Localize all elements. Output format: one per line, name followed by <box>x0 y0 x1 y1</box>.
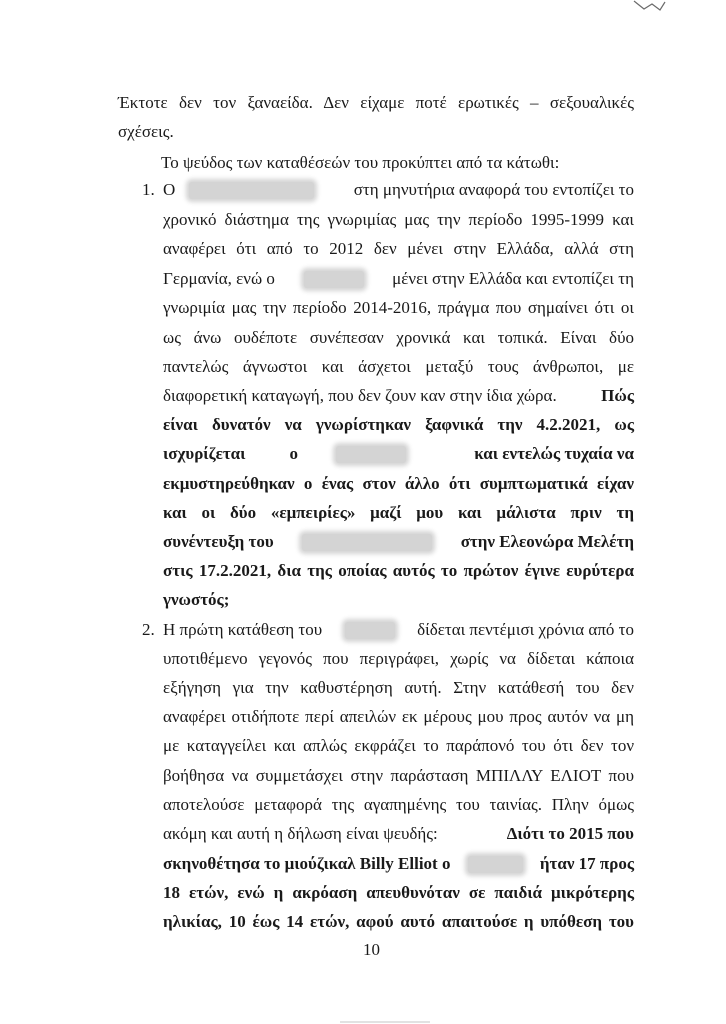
scan-edge-mark <box>340 1020 430 1024</box>
item-1-text-bold: συνέντευξη του <box>163 532 274 551</box>
item-1-line-14: στις 17.2.2021, δια της οποίας αυτός το πρώτον έγινε ευρύτερα <box>163 561 634 580</box>
redacted-name <box>336 446 406 463</box>
item-1-line-10 <box>163 443 634 465</box>
item-1-text-bold: και εντελώς τυχαία να <box>474 444 634 463</box>
item-2-line-11: ηλικίας, 10 έως 14 ετών, αφού αυτό απαιτούσε η υπόθεση του <box>163 912 634 931</box>
item-2-text-bold: σκηνοθέτησα το μιούζικαλ Billy Elliot ο <box>163 854 451 873</box>
item-1-line-1 <box>163 179 634 201</box>
item-1-line-15: γνωστός; <box>163 590 230 609</box>
item-2-text: Η πρώτη κατάθεση του <box>163 620 323 639</box>
redacted-name <box>304 271 364 288</box>
item-2-line-10: 18 ετών, ενώ η ακρόαση απευθυνόταν σε παιδιά μικρότερης <box>163 883 634 902</box>
item-1-line-2: χρονικό διάστημα της γνωριμίας μας την περίοδο 1995-1999 και <box>163 210 634 229</box>
item-2-line-4: αναφέρει οτιδήποτε περί απειλών εκ μέρους μου προς αυτόν να μη <box>163 707 634 726</box>
item-1-line-5: γνωριμία μας την περίοδο 2014-2016, πράγμα που σημαίνει ότι οι <box>163 298 634 317</box>
item-2-line-9 <box>163 853 634 875</box>
item-1-line-6: ως άνω ουδέποτε συνέπεσαν χρονικά και τοπικά. Είναι δύο <box>163 328 634 347</box>
redacted-name <box>189 182 314 199</box>
item-1-line-8 <box>163 385 634 407</box>
item-2-line-3: εξήγηση για την καθυστέρηση αυτή. Στην κατάθεσή του δεν <box>163 678 634 697</box>
item-1-line-11: εκμυστηρεύθηκαν ο ένας στον άλλο ότι συμπτωματικά είχαν <box>163 474 634 493</box>
item-2-text: δίδεται πεντέμισι χρόνια από το <box>417 620 634 639</box>
item-1-line-3: αναφέρει ότι από το 2012 δεν μένει στην Ελλάδα, αλλά στη <box>163 239 634 258</box>
item-1-text-bold: ο <box>289 444 298 463</box>
item-1-text: στη μηνυτήρια αναφορά του εντοπίζει το <box>353 180 634 199</box>
item-1-text: Ο <box>163 180 176 199</box>
item-2-number: 2. <box>142 620 155 639</box>
item-1-text-bold: στην Ελεονώρα Μελέτη <box>460 532 634 551</box>
item-1-line-12: και οι δύο «εμπειρίες» μαζί μου και μάλιστα πριν τη <box>163 503 634 522</box>
item-1-text: διαφορετική καταγωγή, που δεν ζουν καν στην ίδια χώρα. <box>163 386 557 405</box>
item-2-text-bold: ήταν 17 προς <box>539 854 634 873</box>
item-1-line-9: είναι δυνατόν να γνωρίστηκαν ξαφνικά την 4.2.2021, ως <box>163 415 634 434</box>
item-1-line-4 <box>163 268 634 290</box>
item-2-line-8 <box>163 823 634 845</box>
item-1-text-bold: Πώς <box>601 386 634 405</box>
item-1-line-13 <box>163 531 634 553</box>
redacted-name <box>468 856 523 873</box>
item-1-text: Γερμανία, ενώ ο <box>163 269 275 288</box>
page-number: 10 <box>363 940 380 959</box>
item-1-text: μένει στην Ελλάδα και εντοπίζει τη <box>392 269 634 288</box>
item-1-line-7: παντελώς άγνωστοι και άσχετοι μεταξύ τους άνθρωποι, με <box>163 357 634 376</box>
intro-line-1: Έκτοτε δεν τον ξαναείδα. Δεν είχαμε ποτέ ερωτικές – σεξουαλικές <box>118 93 634 112</box>
item-2-line-7: αποτελούσε μεταφορά της αγαπημένης του ταινίας. Πλην όμως <box>163 795 634 814</box>
item-2-line-2: υποτιθέμενο γεγονός που περιγράφει, χωρίς να δίδεται κάποια <box>163 649 634 668</box>
item-2-line-5: με καταγγείλει και απλώς εκφράζει το παράπονό του ότι δεν τον <box>163 736 634 755</box>
redacted-name <box>345 622 395 639</box>
item-2-text: ακόμη και αυτή η δήλωση είναι ψευδής: <box>163 824 438 843</box>
redacted-name <box>302 534 432 551</box>
item-1-number: 1. <box>142 180 155 199</box>
item-1-text-bold: ισχυρίζεται <box>163 444 246 463</box>
intro-line-2: σχέσεις. <box>118 122 174 141</box>
corner-stamp-fragment <box>632 0 666 12</box>
intro-line-3: Το ψεύδος των καταθέσεών του προκύπτει από τα κάτωθι: <box>161 153 560 172</box>
item-2-line-6: βοήθησα να συμμετάσχει στην παράσταση ΜΠΙΛΛΥ ΕΛΙΟΤ που <box>163 766 634 785</box>
item-2-line-1 <box>163 619 634 641</box>
item-2-text-bold: Διότι το 2015 που <box>506 824 634 843</box>
